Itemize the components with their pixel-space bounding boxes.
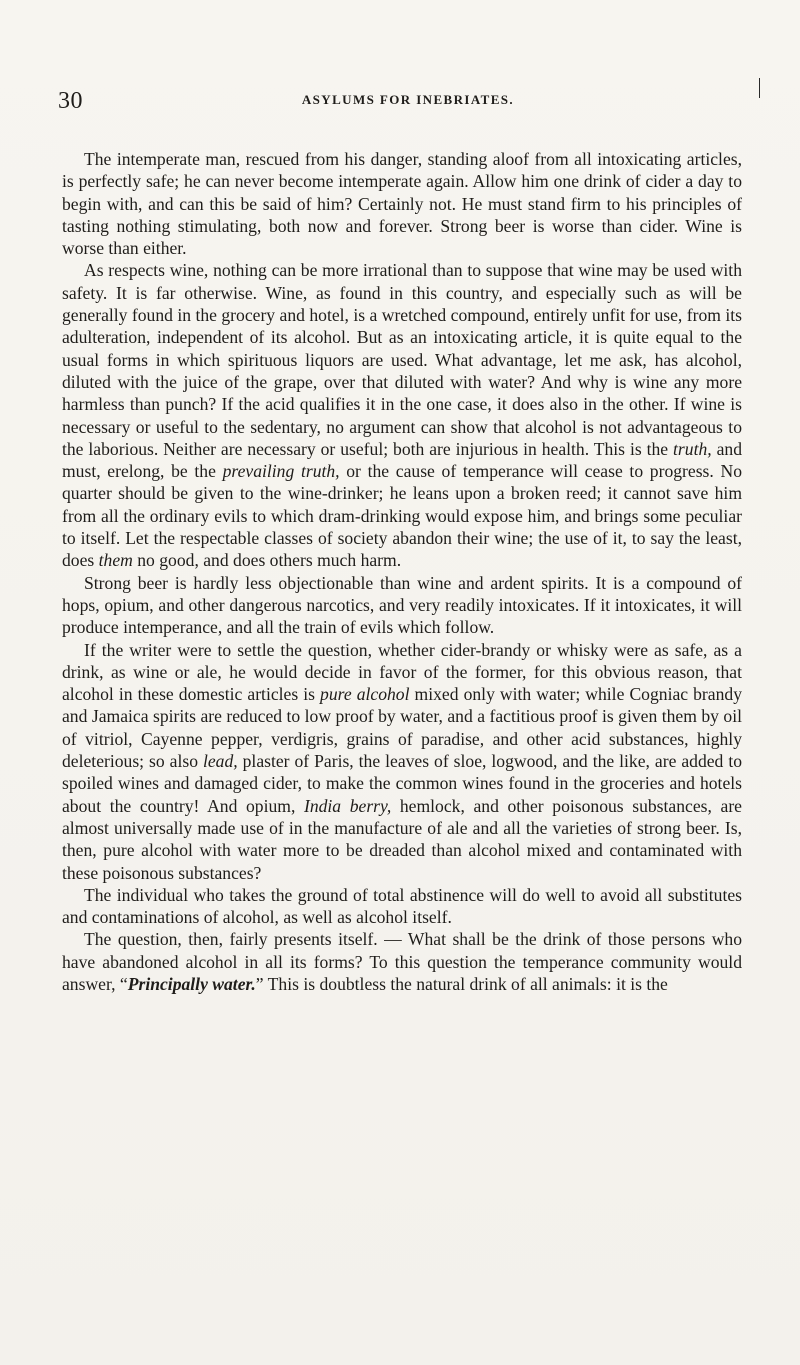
emphasized-text: India berry, xyxy=(303,795,392,816)
running-head: ASYLUMS FOR INEBRIATES. xyxy=(301,92,515,107)
emphasized-text: Principally water. xyxy=(127,973,256,994)
text-run: ” This is doubtless the natural drink of all animals: it is the xyxy=(255,973,668,994)
text-run: hemlock, and other poisonous substances, are almost universally made use of in the manufacture of ale and all the varieties of strong beer. Is, then, pure alcohol with water more to be dreaded than alcohol mixed and contaminated with these poisonous substances? xyxy=(62,795,742,883)
page-edge-mark xyxy=(759,78,760,98)
text-run: The question, then, fairly presents itself. — What shall be the drink of those persons who have abandoned alcohol in all its forms? To this question the temperance community would answer, “ xyxy=(62,929,742,994)
paragraph xyxy=(62,639,742,884)
page-number: 30 xyxy=(58,88,83,114)
paragraph xyxy=(62,572,742,639)
text-run: plaster of Paris, the leaves of sloe, logwood, and the like, are added to spoiled wines and damaged cider, to make the common wines found in the groceries and hotels about the country! And opium, xyxy=(62,751,742,816)
text-run: Strong beer is hardly less objectionable than wine and ardent spirits. It is a compound of hops, opium, and other dangerous narcotics, and very readily intoxicates. If it intoxicates, it will produce intemperance, and all the train of evils which follow. xyxy=(62,572,742,638)
paragraph xyxy=(62,259,742,571)
emphasized-text: pure alcohol xyxy=(320,684,410,705)
text-run: If the writer were to settle the question, whether cider-brandy or whisky were as safe, as a drink, as wine or ale, he would decide in favor of the former, for this obvious reason, that alcohol in these domestic articles is xyxy=(62,639,742,705)
emphasized-text: prevailing truth, xyxy=(222,461,340,482)
text-run: As respects wine, nothing can be more irrational than to suppose that wine may be used with safety. It is far otherwise. Wine, as found in this country, and especially such as will be generally found in the grocery and hotel, is a wretched compound, entirely unfit for use, from its adulteration, independent of its alcohol. But as an intoxicating article, it is quite equal to the usual forms in which spirituous liquors are used. What advantage, let me ask, has alcohol, diluted with the juice of the grape, over that diluted with water? And why is wine any more harmless than punch? If the acid qualifies it in the one case, it does also in the other. If wine is necessary or useful to the sedentary, no argument can show that alcohol is not advantageous to the laborious. Neither are necessary or useful; both are injurious in health. This is the xyxy=(62,260,742,459)
emphasized-text: lead, xyxy=(202,751,238,772)
text-run: and must, erelong, be the xyxy=(62,438,742,482)
emphasized-text: them xyxy=(98,550,133,571)
text-run: or the cause of temperance will cease to progress. No quarter should be given to the wine-drinker; he leans upon a broken reed; it cannot save him from all the ordinary evils to which dram-drinking would expose him, and brings some peculiar to itself. Let the respectable classes of society abandon their wine; the use of it, to say the least, does xyxy=(62,461,742,571)
text-run: mixed only with water; while Cogniac brandy and Jamaica spirits are reduced to low proof by water, and a factitious proof is given them by oil of vitriol, Cayenne pepper, verdigris, grains of paradise, and other acid substances, highly deleterious; so also xyxy=(62,684,742,772)
page-header xyxy=(58,88,758,118)
text-run: The individual who takes the ground of total abstinence will do well to avoid all substitutes and contaminations of alcohol, as well as alcohol itself. xyxy=(62,884,742,928)
text-run: no good, and does others much harm. xyxy=(132,550,402,571)
paragraph xyxy=(62,884,742,929)
paragraph xyxy=(62,148,742,259)
emphasized-text: truth, xyxy=(673,438,712,459)
body-text xyxy=(62,148,742,995)
text-run: The intemperate man, rescued from his danger, standing aloof from all intoxicating articles, is perfectly safe; he can never become intemperate again. Allow him one drink of cider a day to begin with, and can this be said of him? Certainly not. He must stand firm to his principles of tasting nothing stimulating, both now and forever. Strong beer is worse than cider. Wine is worse than either. xyxy=(62,149,742,259)
paragraph xyxy=(62,928,742,995)
